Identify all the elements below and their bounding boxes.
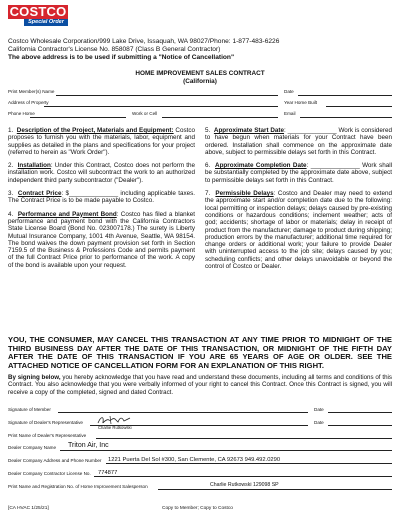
- dealer-address-label: Dealer Company Address and Phone Number: [8, 458, 102, 463]
- member-signature-row: [8, 405, 392, 414]
- year-built-label: Year Home Built: [284, 100, 318, 105]
- left-column: [8, 127, 195, 275]
- cancellation-notice: YOU, THE CONSUMER, MAY CANCEL THIS TRANSACTION AT ANY TIME PRIOR TO MIDNIGHT OF THE THIRD BUSINESS DAY AFTER THE DATE OF THIS TRANSACTION, OR MIDNIGHT OF THE FIFTH DAY AFTER THE DATE OF THIS TRANSACTION IF YOU ARE 65 YEARS OF AGE OR OLDER. SEE THE ATTACHED NOTICE OF CANCELLATION FORM FOR AN EXPLANATION OF THIS RIGHT.: [8, 335, 392, 370]
- member-name-field[interactable]: [56, 95, 278, 96]
- dealer-company-row: [8, 443, 392, 452]
- copy-distribution: Copy to Member; Copy to Costco: [162, 506, 233, 511]
- date2-label: Date: [314, 420, 324, 425]
- dealer-company-label: Dealer Company Name: [8, 445, 56, 450]
- dealer-address-row: [8, 456, 392, 465]
- phone-home-field[interactable]: [30, 117, 126, 118]
- phone-home-label: Phone Home: [8, 111, 35, 116]
- section-performance-bond: 4. Performance and Payment Bond: Costco has filed a blanket performance and payment bond with the California Contractors State License Board (Bond No. 023007178.) The surety is Liberty Mutual Insurance Company, 1001 4th Avenue, Seattle, WA 98154. The bond waives the down payment provision set forth in Section 7159.5 of the Business & Professions Code and permits payment of the full Contract Price prior to performance of the work. A copy of the bond is available upon your request.: [8, 210, 196, 269]
- section-contract-price: 3. Contract Price: $______________ including applicable taxes. The Contract Price is to be made payable to Costco.: [8, 190, 196, 205]
- header-license: California Contractor's License No. 858087 (Class B General Contractor): [8, 46, 221, 53]
- dealer-address-value: 1221 Puerta Del Sol #300, San Clemente, CA 92673 949.492.0290: [108, 457, 281, 463]
- section-permissible-delays: 7. Permissible Delays: Costco and Dealer may need to extend the approximate start and/or completion date due to the following: local permitting or inspection delays; delays caused by pre-existing conditions or hazardous conditions; inclement weather; acts of god; accidents; shortage of labor or materials; delay in receipt of product from the manufacturer; damage to product during shipping; production errors by the manufacturer; additional time required for change orders or additional work; your failure to provide Dealer with uninterrupted access to the job site; delays caused by you; scheduling conflicts; and other delays unavoidable or beyond the control of Costco or Dealer.: [205, 190, 392, 271]
- section-performance-bond-heading: Performance and Payment Bond: [17, 210, 117, 218]
- contract-title: HOME IMPROVEMENT SALES CONTRACT: [135, 70, 265, 77]
- section-description: 1. Description of the Project, Materials and Equipment: Costco proposes to furnish you with the materials, labor, equipment and supplies as detailed in the plans and specifications for your project (referred to herein as "Work Order").: [8, 127, 196, 156]
- member-signature-label: Signature of Member: [8, 407, 51, 412]
- print-rep-field[interactable]: [96, 438, 392, 439]
- phone-row: [8, 111, 392, 119]
- date2-field[interactable]: [328, 425, 392, 426]
- acknowledgement-text: you hereby acknowledge that you have read and understand these documents, including all terms and conditions of this Contract. You also acknowledge that you were verbally informed of your right to cancel this Contract. Once this Contract is signed, you will receive a copy of the completed, signed and dated Contract.: [8, 374, 392, 396]
- section-installation: 2. Installation: Under this Contract, Costco does not perform the installation work. Costco will subcontract the work to an authorized independent third party subcontractor ("Dealer").: [8, 162, 195, 184]
- print-rep-label: Print Name of Dealer's Representative: [8, 433, 87, 438]
- section-contract-price-heading: Contract Price: [17, 190, 62, 198]
- dealer-address-field[interactable]: [106, 463, 392, 464]
- acknowledgement-lead: By signing below,: [8, 374, 61, 381]
- signer-name: Charlie Rutkowski: [98, 425, 132, 430]
- contract-state: (California): [183, 78, 217, 85]
- phone-work-field[interactable]: [162, 117, 278, 118]
- logo-tagline: Special Order: [24, 19, 68, 26]
- property-address-field[interactable]: [44, 106, 278, 107]
- costco-logo: [8, 5, 68, 26]
- date1-label: Date: [314, 407, 324, 412]
- member-signature-field[interactable]: [58, 412, 308, 413]
- right-column: [205, 127, 392, 276]
- dealer-company-field[interactable]: [60, 450, 392, 451]
- member-name-label: Print Member(s) Name: [8, 89, 55, 94]
- salesperson-label: Print Name and Registration No. of Home Improvement Salesperson: [8, 484, 148, 489]
- email-field[interactable]: [300, 117, 392, 118]
- license-row: [8, 469, 392, 478]
- email-label: Email: [284, 111, 296, 116]
- section-installation-heading: Installation: [17, 162, 51, 170]
- section-permissible-delays-heading: Permissible Delays: [215, 190, 274, 198]
- dealer-signature-label: Signature of Dealer's Representative: [8, 420, 83, 425]
- date-field[interactable]: [298, 95, 392, 96]
- year-built-field[interactable]: [326, 106, 392, 107]
- print-rep-row: [8, 431, 392, 440]
- license-value: 774877: [98, 470, 118, 476]
- dealer-signature-field[interactable]: [90, 425, 308, 426]
- dealer-company-value: Triton Air, Inc: [68, 442, 109, 449]
- section-completion-date: 6. Approximate Completion Date: ______________ Work shall be substantially completed by the approximate date above, subject to permissible delays set forth in this Contract.: [205, 162, 392, 184]
- section-completion-date-heading: Approximate Completion Date: [215, 162, 307, 170]
- member-name-row: [8, 89, 392, 97]
- section-start-date-heading: Approximate Start Date: [213, 127, 285, 134]
- phone-work-label: Work or Cell: [132, 111, 158, 116]
- form-id: [CA HVAC 1/25/21]: [8, 506, 49, 511]
- salesperson-field[interactable]: [158, 489, 392, 490]
- property-address-label: Address of Property: [8, 100, 49, 105]
- header-address: Costco Wholesale Corporation/999 Lake Drive, Issaquah, WA 98027/Phone: 1-877-483-6226: [8, 38, 280, 45]
- section-start-date: 5. Approximate Start Date: ______________ Work is considered to have begun when materials for your Contract have been ordered. Installation shall commence on the approximate date above, subject to permissible delays set forth in this Contract.: [205, 127, 393, 156]
- header-cancellation-note: The above address is to be used if submitting a "Notice of Cancellation": [8, 54, 235, 61]
- license-field[interactable]: [94, 476, 392, 477]
- license-label: Dealer Company Contractor License No.: [8, 471, 91, 476]
- acknowledgement: [8, 374, 392, 396]
- salesperson-value: Charlie Rutkowski 129098 SP: [210, 482, 279, 488]
- logo-brand: COSTCO: [9, 4, 67, 19]
- dealer-signature-row: [8, 418, 392, 430]
- salesperson-row: [8, 482, 392, 491]
- property-row: [8, 100, 392, 108]
- date1-field[interactable]: [328, 412, 392, 413]
- date-label: Date: [284, 89, 294, 94]
- section-description-heading: Description of the Project, Materials and Equipment:: [16, 127, 174, 134]
